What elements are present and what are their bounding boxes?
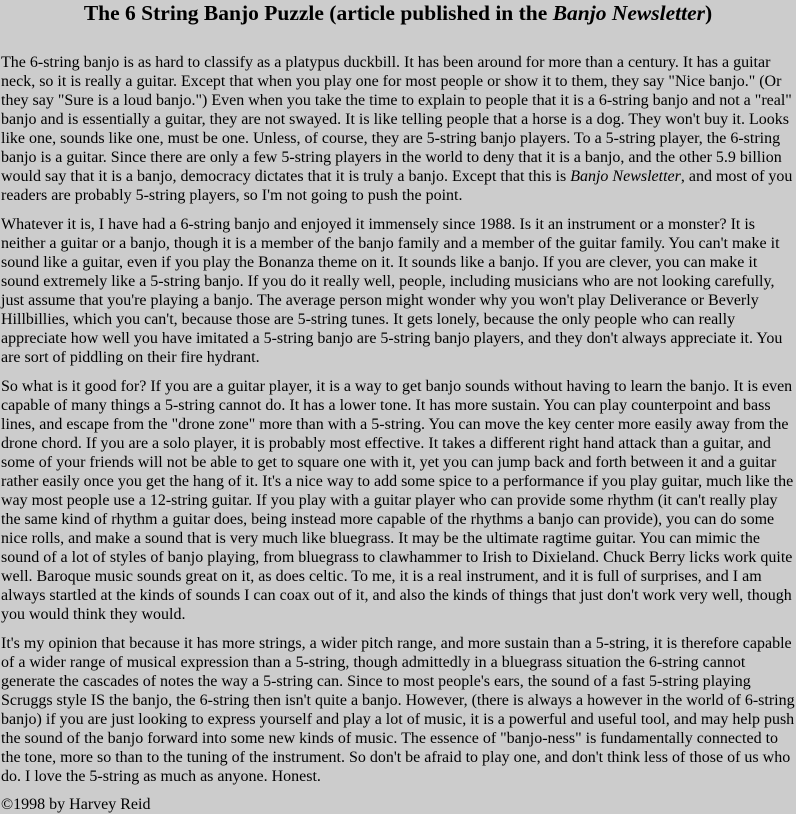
copyright-notice: ©1998 by Harvey Reid: [1, 796, 151, 813]
article-body: [0, 53, 796, 814]
page-title: The 6 String Banjo Puzzle (article published in the Banjo Newsletter): [83, 1, 713, 25]
paragraph-3: So what is it good for? If you are a guitar player, it is a way to get banjo sounds without having to learn the banjo. It is even capable of many things a 5-string cannot do. It has a lower tone. It has more sustain. You can play counterpoint and bass lines, and escape from the "drone zone" more than with a 5-string. You can move the key center more easily away from the drone chord. If you are a solo player, it is probably most effective. It takes a different right hand attack than a guitar, and some of your friends will not be able to get to square one with it, yet you can jump back and forth between it and a guitar rather easily once you get the hang of it. It's a nice way to add some spice to a performance if you play guitar, much like the way most people use a 12-string guitar. If you play with a guitar player who can provide some rhythm (it can't really play the same kind of rhythm a guitar does, being instead more capable of the rhythms a banjo can provide), you can do some nice rolls, and make a sound that is very much like bluegrass. It may be the ultimate ragtime guitar. You can mimic the sound of a lot of styles of banjo playing, from bluegrass to clawhammer to Irish to Dixieland. Chuck Berry licks work quite well. Baroque music sounds great on it, as does celtic. To me, it is a real instrument, and it is full of surprises, and I am always startled at the kinds of sounds I can coax out of it, and also the kinds of things that just don't work very well, though you would think they would.: [1, 378, 794, 623]
title-publication-name: Banjo Newsletter: [552, 1, 705, 25]
paragraph-1: The 6-string banjo is as hard to classify as a platypus duckbill. It has been around for more than a century. It has a guitar neck, so it is really a guitar. Except that when you play one for most people or show it to them, they say "Nice banjo." (Or they say "Sure is a loud banjo.") Even when you take the time to explain to people that it is a 6-string banjo and not a "real" banjo and is essentially a guitar, they are not swayed. It is like telling people that a horse is a dog. They won't buy it. Looks like one, sounds like one, must be one. Unless, of course, they are 5-string banjo players. To a 5-string player, the 6-string banjo is a guitar. Since there are only a few 5-string players in the world to deny that it is a banjo, and the other 5.9 billion would say that it is a banjo, democracy dictates that it is truly a banjo. Except that this is Banjo Newsletter, and most of you readers are probably 5-string players, so I'm not going to push the point.: [1, 54, 793, 204]
paragraph-4: It's my opinion that because it has more strings, a wider pitch range, and more sustain than a 5-string, it is therefore capable of a wider range of musical expression than a 5-string, though admittedly in a bluegrass situation the 6-string cannot generate the cascades of notes the way a 5-string can. Since to most people's ears, the sound of a fast 5-string playing Scruggs style IS the banjo, the 6-string then isn't quite a banjo. However, (there is always a however in the world of 6-string banjo) if you are just looking to express yourself and play a lot of music, it is a powerful and useful tool, and may help push the sound of the banjo forward into some new kinds of music. The essence of "banjo-ness" is fundamentally connected to the tone, more so than to the tuning of the instrument. So don't be afraid to play one, and don't think less of those of us who do. I love the 5-string as much as anyone. Honest.: [1, 635, 795, 785]
paragraph-2: Whatever it is, I have had a 6-string banjo and enjoyed it immensely since 1988. Is it an instrument or a monster? It is neither a guitar or a banjo, though it is a member of the banjo family and a member of the guitar family. You can't make it sound like a guitar, even if you play the Bonanza theme on it. It sounds like a banjo. If you are clever, you can make it sound extremely like a 5-string banjo. If you do it really well, people, including musicians who are not looking carefully, just assume that you're playing a banjo. The average person might wonder why you won't play Deliverance or Beverly Hillbillies, which you can't, because those are 5-string tunes. It gets lonely, because the only people who can really appreciate how well you have imitated a 5-string banjo are 5-string banjo players, and they don't always appreciate it. You are sort of piddling on their fire hydrant.: [1, 216, 783, 366]
publication-name: Banjo Newsletter: [570, 168, 681, 185]
